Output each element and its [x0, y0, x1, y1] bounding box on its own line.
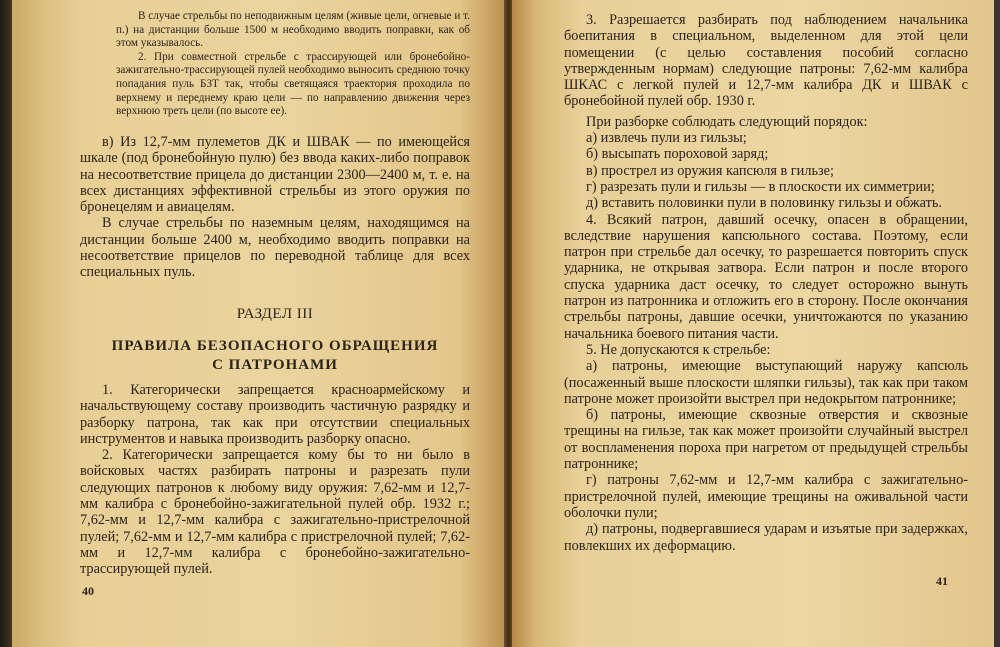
- list-item: в) прострел из оружия капсюля в гильзе;: [586, 162, 834, 179]
- section-title-line1: ПРАВИЛА БЕЗОПАСНОГО ОБРАЩЕНИЯ: [111, 338, 439, 354]
- list-item: д) патроны, подвергавшиеся ударам и изъятые при задержках, повлекших их деформацию.: [564, 521, 968, 554]
- footnote-paragraph: В случае стрельбы по неподвижным целям (живые цели, огневые и т. п.) на дистанции больше 1500 м необходимо вводить поправки, как об этом указывалось.: [116, 10, 470, 50]
- body-paragraph: в) Из 12,7-мм пулеметов ДК и ШВАК — по имеющейся шкале (под бронебойную пулю) без ввода каких-либо поправок на несоответствие прицела до дистанции 2300—2400 м, т. е. на всех дистанциях эффективной стрельбы из этого оружия по бронецелям и авиацелям.: [80, 134, 470, 216]
- section-title-line2: С ПАТРОНАМИ: [212, 357, 338, 373]
- text-block-a: [80, 134, 470, 281]
- list-item: г) патроны 7,62-мм и 12,7-мм калибра с зажигательно-пристрелочной пулей, имеющие трещины на оживальной части оболочки пули;: [564, 472, 968, 521]
- body-paragraph: 1. Категорически запрещается красноармейскому и начальствующему составу производить частичную разрядку и разборку патрона, так как при отсутствии специальных инструментов и навыка производить разборку опасно.: [80, 382, 470, 447]
- section-label: РАЗДЕЛ III: [236, 306, 314, 322]
- body-paragraph: 3. Разрешается разбирать под наблюдением начальника боепитания в специальном, выделенном для этой цели помещении (с целью составления пособий согласно утвержденным нормам) следующие патроны: 7,62-мм калибра ШКАС с легкой пулей и 12,7-мм калибра ДК и ШВАК с бронебойной пулей обр. 1930 г.: [564, 12, 968, 110]
- body-paragraph: 5. Не допускаются к стрельбе:: [586, 341, 771, 358]
- body-paragraph: При разборке соблюдать следующий порядок:: [586, 113, 868, 130]
- page-number: 41: [936, 574, 948, 588]
- right-page: [512, 0, 994, 647]
- footnote-block: [116, 10, 470, 119]
- list-item: б) высыпать пороховой заряд;: [586, 146, 769, 163]
- body-paragraph: 2. Категорически запрещается кому бы то ни было в войсковых частях разбирать патроны и разрезать пули следующих патронов к любому виду оружия: 7,62-мм и 12,7-мм калибра с бронебойно-зажигательной пулей обр. 1932 г.; 7,62-мм и 12,7-мм калибра с зажигательно-пристрелочной пулей; 7,62-мм и 12,7-мм калибра с пристрелочной пулей; 7,62-мм и 12,7-мм калибра с бронебойно-зажигательно-трассирующей пулей.: [80, 447, 470, 578]
- page-number: 40: [82, 584, 94, 598]
- list-item: а) патроны, имеющие выступающий наружу капсюль (посаженный выше плоскости шляпки гильзы), так как при таком патроне может произойти выстрел при недокрытом патроннике;: [564, 358, 968, 407]
- body-paragraph: 4. Всякий патрон, давший осечку, опасен в обращении, вследствие нарушения капсюльного состава. Поэтому, если патрон при стрельбе дал осечку, то разрешается повторить спуск ударника, не открывая затвора. Если патрон и после второго спуска ударника даст осечку, то следует осторожно вынуть патрон из патронника и отложить его в сторону. После окончания стрельбы патроны, давшие осечки, уничтожаются по указанию начальника боевого питания части.: [564, 211, 968, 342]
- list-item: а) извлечь пули из гильзы;: [586, 130, 747, 147]
- list-item: д) вставить половинки пули в половинку гильзы и обжать.: [586, 195, 943, 212]
- list-item: б) патроны, имеющие сквозные отверстия и сквозные трещины на гильзе, так как может произойти случайный выстрел от воспламенения пороха при нагретом от предыдущей стрельбы патроннике;: [564, 407, 968, 473]
- text-block-b: [80, 382, 470, 578]
- left-page: [12, 0, 508, 647]
- text-block: [564, 12, 968, 554]
- body-paragraph: В случае стрельбы по наземным целям, находящимся на дистанции больше 2400 м, необходимо вводить поправки на несоответствие прицелов по переводной таблице для всех специальных пуль.: [80, 215, 470, 281]
- list-item: г) разрезать пули и гильзы — в плоскости их симметрии;: [586, 178, 935, 195]
- footnote-paragraph: 2. При совместной стрельбе с трассирующей или бронебойно-зажигательно-трассирующей пулей необходимо выносить среднюю точку попадания пуль БЗТ так, чтобы светящаяся траектория проходила по верхнему и переднему краю цели — по направлению движения через верхнюю треть цели (по высоте ее).: [116, 50, 470, 118]
- section-heading: [80, 306, 470, 375]
